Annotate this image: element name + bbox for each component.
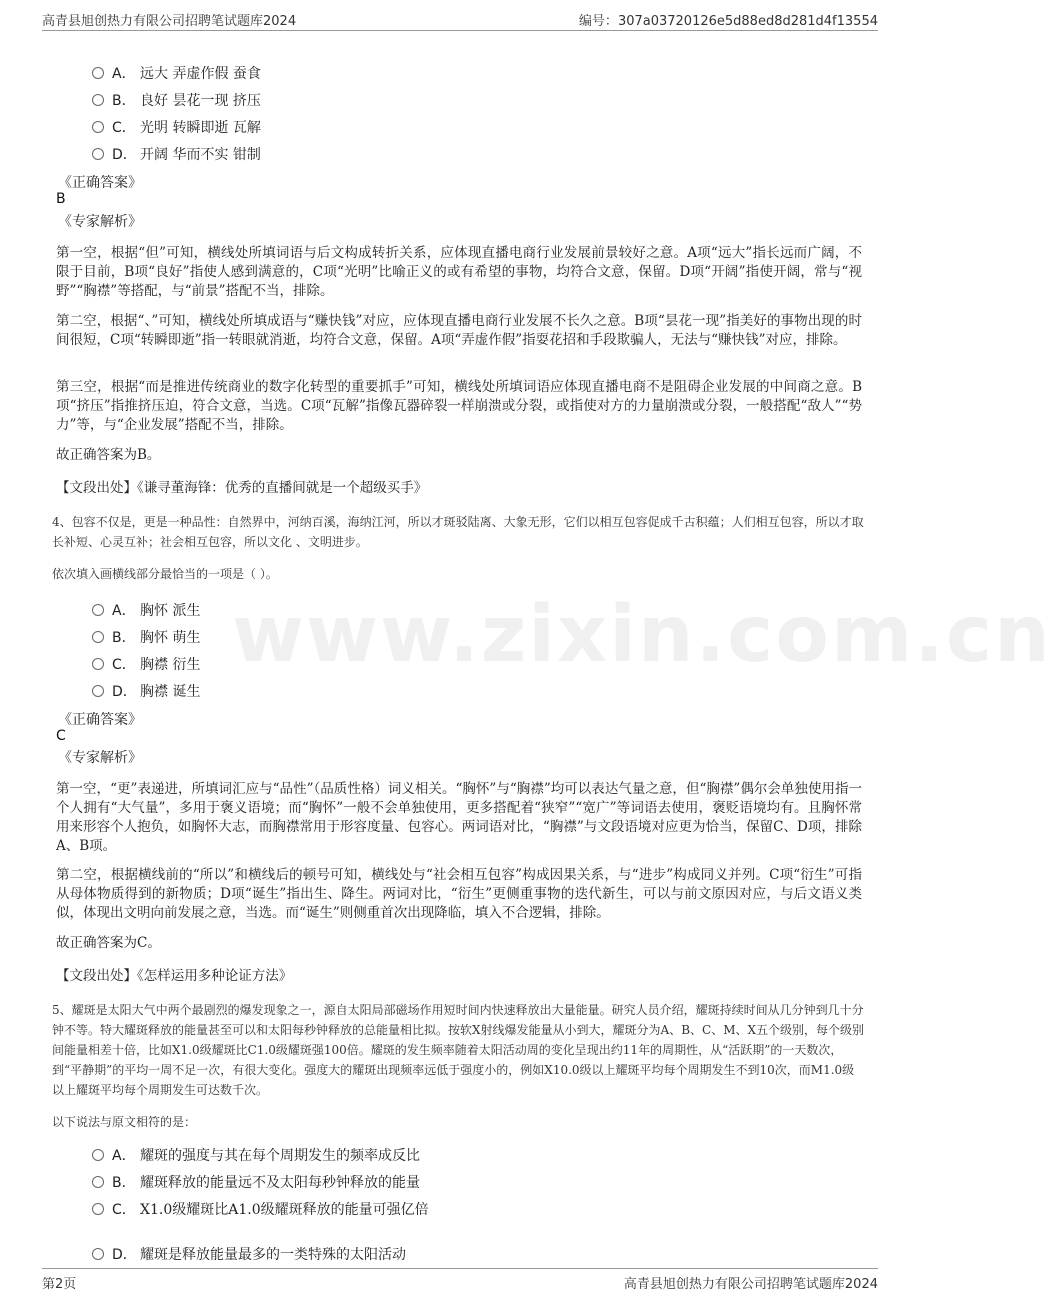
radio-icon[interactable]	[92, 1149, 104, 1161]
option-text: 胸怀 派生	[140, 603, 201, 619]
option-letter: B．	[112, 630, 136, 646]
radio-icon[interactable]	[92, 1203, 104, 1215]
option-text: 胸怀 萌生	[140, 630, 201, 646]
option-text: 远大 弄虚作假 蚕食	[140, 66, 261, 82]
option-text: 耀斑释放的能量远不及太阳每秒钟释放的能量	[140, 1175, 420, 1191]
q4-source: 【文段出处】《怎样运用多种论证方法》	[56, 968, 293, 984]
option-letter: D．	[112, 684, 137, 700]
option-letter: D．	[112, 147, 137, 163]
radio-icon[interactable]	[92, 67, 104, 79]
option-letter: C．	[112, 120, 136, 136]
q4-option-d[interactable]	[92, 681, 200, 701]
q3-option-c[interactable]	[92, 117, 261, 137]
option-text: X1.0级耀斑比A1.0级耀斑释放的能量可强亿倍	[140, 1202, 429, 1218]
q3-answer: B	[56, 191, 66, 207]
q3-conclusion: 故正确答案为B。	[56, 447, 161, 463]
option-letter: A．	[112, 603, 136, 619]
header-serial-label: 编号：	[578, 14, 618, 29]
q3-analysis-2: 第二空，根据“、”可知，横线处所填成语与“赚快钱”对应，应体现直播电商行业发展不长久之意。B项“昙花一现”指美好的事物出现的时间很短，C项“转瞬即逝”指一转眼就消逝，均符合文意，保留。A项“弄虚作假”指耍花招和手段欺骗人，无法与“赚快钱”对应，排除。	[56, 313, 862, 348]
q3-answer-label: 《正确答案》	[58, 175, 142, 191]
option-letter: B．	[112, 1175, 136, 1191]
header-title: 高青县旭创热力有限公司招聘笔试题库2024	[42, 14, 297, 29]
option-letter: A．	[112, 66, 136, 82]
page-footer	[42, 1268, 878, 1293]
q3-analysis-3: 第三空，根据“而是推进传统商业的数字化转型的重要抓手”可知，横线处所填词语应体现直播电商不是阻碍企业发展的中间商之意。B项“挤压”指推挤压迫，符合文意，当选。C项“瓦解”指像瓦器碎裂一样崩溃或分裂，或指使对方的力量崩溃或分裂，一般搭配“敌人”“势力”等，与“企业发展”搭配不当，排除。	[56, 379, 862, 433]
option-text: 耀斑的强度与其在每个周期发生的频率成反比	[140, 1148, 420, 1164]
radio-icon[interactable]	[92, 658, 104, 670]
radio-icon[interactable]	[92, 94, 104, 106]
radio-icon[interactable]	[92, 685, 104, 697]
option-letter: C．	[112, 1202, 136, 1218]
option-text: 胸襟 诞生	[140, 684, 201, 700]
option-letter: A．	[112, 1148, 136, 1164]
q4-answer: C	[56, 728, 66, 744]
q4-option-b[interactable]	[92, 627, 200, 647]
q5-option-b[interactable]	[92, 1172, 420, 1192]
q3-analysis-1: 第一空，根据“但”可知，横线处所填词语与后文构成转折关系，应体现直播电商行业发展前景较好之意。A项“远大”指长远而广阔，不限于目前，B项“良好”指使人感到满意的，C项“光明”比喻正义的或有希望的事物，均符合文意，保留。D项“开阔”指使开阔，常与“视野”“胸襟”等搭配，与“前景”搭配不当，排除。	[56, 245, 862, 299]
option-letter: D．	[112, 1247, 137, 1263]
footer-title: 高青县旭创热力有限公司招聘笔试题库2024	[623, 1277, 878, 1292]
q4-conclusion: 故正确答案为C。	[56, 935, 161, 951]
q4-option-a[interactable]	[92, 600, 200, 620]
q5-prompt: 以下说法与原文相符的是：	[52, 1115, 197, 1129]
option-text: 良好 昙花一现 挤压	[140, 93, 261, 109]
radio-icon[interactable]	[92, 604, 104, 616]
option-letter: C．	[112, 657, 136, 673]
q5-option-a[interactable]	[92, 1145, 420, 1165]
q3-option-b[interactable]	[92, 90, 261, 110]
q4-question-text: 4、包容不仅是，更是一种品性：自然界中，河纳百溪，海纳江河，所以才斑驳陆离、大象无形，它们以相互包容促成千古积蕴；人们相互包容，所以才取长补短、心灵互补；社会相互包容，所以文化 、文明进步。	[52, 515, 864, 549]
q4-option-c[interactable]	[92, 654, 200, 674]
radio-icon[interactable]	[92, 121, 104, 133]
q5-question-text: 5、耀斑是太阳大气中两个最剧烈的爆发现象之一，源自太阳局部磁场作用短时间内快速释放出大量能量。研究人员介绍，耀斑持续时间从几分钟到几十分钟不等。特大耀斑释放的能量甚至可以和太阳每秒钟释放的总能量相比拟。按软X射线爆发能量从小到大，耀斑分为A、B、C、M、X五个级别，每个级别间能量相差十倍，比如X1.0级耀斑比C1.0级耀斑强100倍。耀斑的发生频率随着太阳活动周的变化呈现出约11年的周期性，从“活跃期”的一天数次，到“平静期”的平均一周不足一次，有很大变化。强度大的耀斑出现频率远低于强度小的，例如X10.0级以上耀斑平均每个周期发生不到10次，而M1.0级以上耀斑平均每个周期发生可达数千次。	[52, 1003, 865, 1097]
q4-analysis-2: 第二空，根据横线前的“所以”和横线后的顿号可知，横线处与“社会相互包容”构成因果关系，与“进步”构成同义并列。C项“衍生”可指从母体物质得到的新物质；D项“诞生”指出生、降生。两词对比，“衍生”更侧重事物的迭代新生，可以与前文原因对应，与后文语义类似，体现出文明向前发展之意，当选。而“诞生”则侧重首次出现降临，填入不合逻辑，排除。	[56, 867, 862, 921]
watermark: www.zixin.com.cn	[232, 590, 1052, 680]
option-letter: B．	[112, 93, 136, 109]
q3-analysis-label: 《专家解析》	[58, 214, 142, 230]
radio-icon[interactable]	[92, 1176, 104, 1188]
option-text: 开阔 华而不实 钳制	[140, 147, 261, 163]
q5-option-d[interactable]	[92, 1244, 406, 1264]
option-text: 光明 转瞬即逝 瓦解	[140, 120, 261, 136]
radio-icon[interactable]	[92, 631, 104, 643]
q3-option-a[interactable]	[92, 63, 261, 83]
q4-analysis-label: 《专家解析》	[58, 750, 142, 766]
radio-icon[interactable]	[92, 1248, 104, 1260]
option-text: 胸襟 衍生	[140, 657, 201, 673]
radio-icon[interactable]	[92, 148, 104, 160]
q4-prompt: 依次填入画横线部分最恰当的一项是（ ）。	[52, 567, 278, 581]
q4-analysis-1: 第一空，“更”表递进，所填词汇应与“品性”（品质性格）词义相关。“胸怀”与“胸襟”均可以表达气量之意，但“胸襟”偶尔会单独使用指一个人拥有“大气量”，多用于褒义语境；而“胸怀”一般不会单独使用，更多搭配着“狭窄”“宽广”等词语去使用，褒贬语境均有。且胸怀常用来形容个人抱负，如胸怀大志，而胸襟常用于形容度量、包容心。两词语对比，“胸襟”与文段语境对应更为恰当，保留C、D项，排除A、B项。	[56, 781, 862, 854]
q3-source: 【文段出处】《谦寻董海锋：优秀的直播间就是一个超级买手》	[56, 480, 428, 496]
q4-answer-label: 《正确答案》	[58, 712, 142, 728]
q5-option-c[interactable]	[92, 1199, 429, 1219]
q3-option-d[interactable]	[92, 144, 261, 164]
footer-page-number: 第2页	[42, 1277, 77, 1292]
option-text: 耀斑是释放能量最多的一类特殊的太阳活动	[140, 1247, 406, 1263]
header-serial-value: 307a03720126e5d88ed8d281d4f13554	[617, 14, 878, 29]
